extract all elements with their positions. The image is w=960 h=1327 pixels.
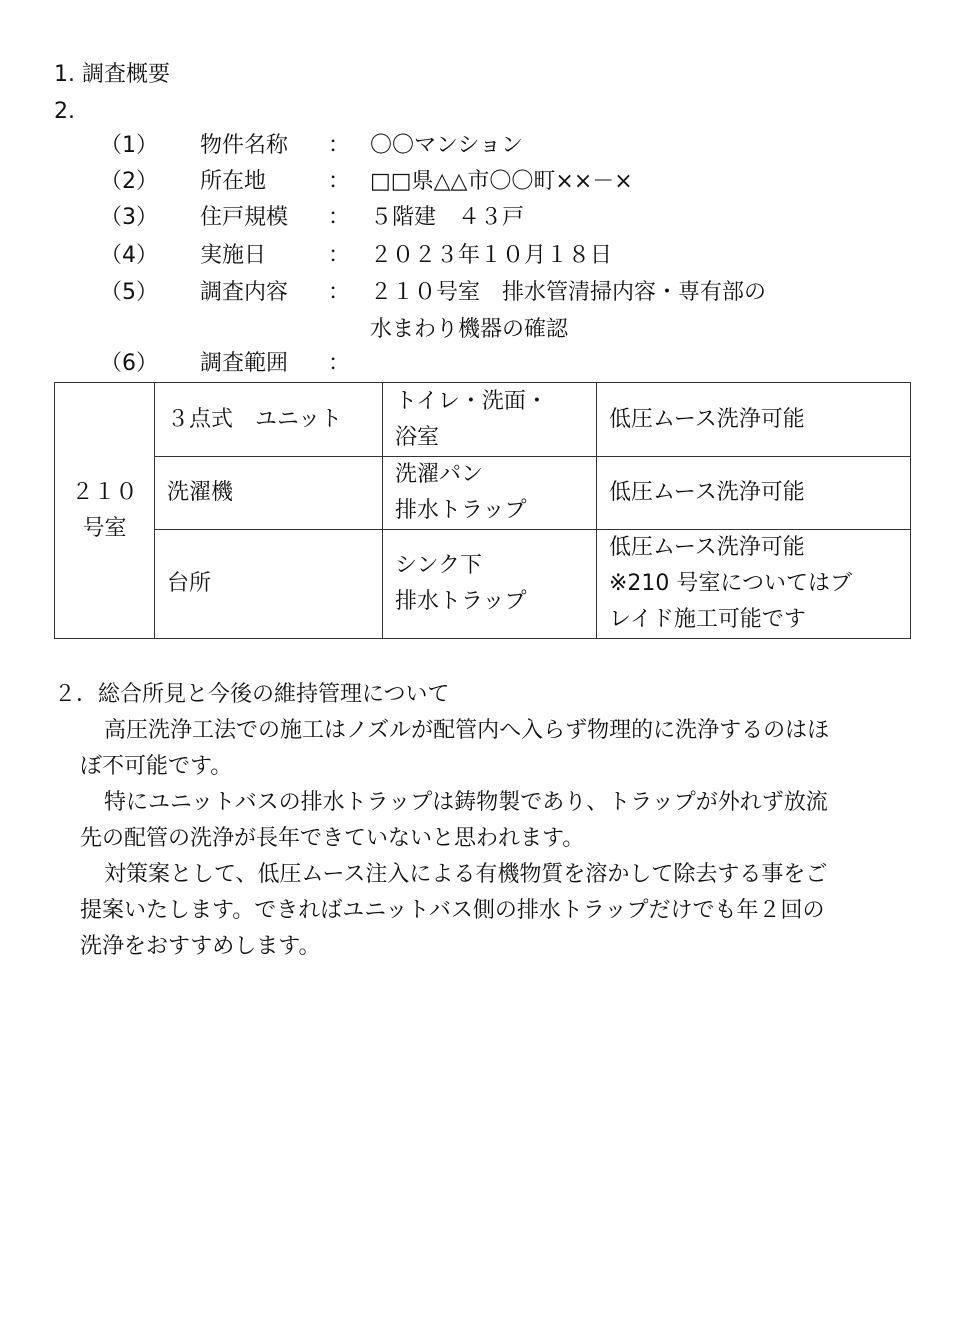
info-value: ２０２３年１０月１８日 [370, 243, 613, 268]
paragraph-line: 対策案として、低圧ムース注入による有機物質を溶かして除去する事をご [104, 862, 828, 887]
section1-sub-number: 2. [54, 99, 75, 124]
info-label: 物件名称 [200, 133, 289, 158]
section2-heading: ２．総合所見と今後の維持管理について [54, 682, 450, 707]
target-line: 排水トラップ [395, 589, 527, 614]
info-value: ５階建 ４３戸 [370, 205, 525, 230]
item-cell: ３点式 ユニット [155, 383, 383, 457]
scope-table [54, 382, 911, 639]
info-colon: ： [328, 351, 351, 376]
section1-heading: 1. 調査概要 [54, 62, 170, 87]
target-line: シンク下 [395, 553, 483, 578]
table-row [55, 530, 911, 639]
info-label: 調査範囲 [200, 351, 289, 376]
room-suffix: 号室 [82, 515, 127, 541]
info-colon: ： [328, 169, 351, 194]
info-label: 実施日 [200, 243, 267, 268]
room-cell [55, 383, 155, 639]
info-number: （1） [100, 133, 158, 158]
paragraph-line: 洗浄をおすすめします。 [80, 934, 321, 959]
info-number: （4） [100, 243, 158, 268]
target-line: 洗濯パン [395, 462, 484, 487]
method-note-line: レイド施工可能です [609, 607, 806, 632]
findings-paragraph-2 [80, 785, 910, 857]
target-line: トイレ・洗面・ [395, 388, 548, 414]
info-colon: ： [328, 205, 351, 230]
method-cell: 低圧ムース洗浄可能 [597, 383, 911, 457]
info-label: 所在地 [200, 169, 267, 194]
paragraph-line: 高圧洗浄工法での施工はノズルが配管内へ入らず物理的に洗浄するのはほ [104, 718, 830, 743]
info-label: 住戸規模 [200, 205, 289, 230]
info-number: （5） [100, 280, 158, 305]
paragraph-line: 特にユニットバスの排水トラップは鋳物製であり、トラップが外れず放流 [104, 790, 828, 815]
target-cell [383, 457, 597, 530]
info-colon: ： [328, 280, 351, 305]
paragraph-line: ぼ不可能です。 [80, 754, 233, 779]
info-colon: ： [328, 243, 351, 268]
info-value-continuation: 水まわり機器の確認 [370, 317, 569, 342]
paragraph-line: 提案いたします。できればユニットバス側の排水トラップだけでも年２回の [80, 898, 825, 923]
info-number: （6） [100, 351, 158, 376]
target-cell [383, 530, 597, 639]
findings-paragraph-1 [80, 713, 910, 785]
table-row [55, 383, 911, 457]
room-number: ２１０ [71, 479, 138, 505]
method-note-line: ※210 号室についてはブ [609, 571, 852, 596]
info-label: 調査内容 [200, 280, 289, 305]
item-cell: 台所 [155, 530, 383, 639]
target-cell [383, 383, 597, 457]
paragraph-line: 先の配管の洗浄が長年できていないと思われます。 [80, 826, 585, 851]
method-line: 低圧ムース洗浄可能 [609, 535, 805, 560]
method-cell [597, 530, 911, 639]
info-number: （2） [100, 169, 158, 194]
item-cell: 洗濯機 [155, 457, 383, 530]
info-colon: ： [328, 133, 351, 158]
target-line: 排水トラップ [395, 498, 527, 523]
info-value: □□県△△市〇〇町××－× [370, 169, 633, 194]
findings-paragraph-3 [80, 857, 910, 965]
info-value: ２１０号室 排水管清掃内容・専有部の [370, 280, 767, 305]
table-row [55, 457, 911, 530]
method-cell: 低圧ムース洗浄可能 [597, 457, 911, 530]
target-line: 浴室 [395, 424, 440, 450]
info-number: （3） [100, 205, 158, 230]
info-value: 〇〇マンション [370, 133, 524, 158]
